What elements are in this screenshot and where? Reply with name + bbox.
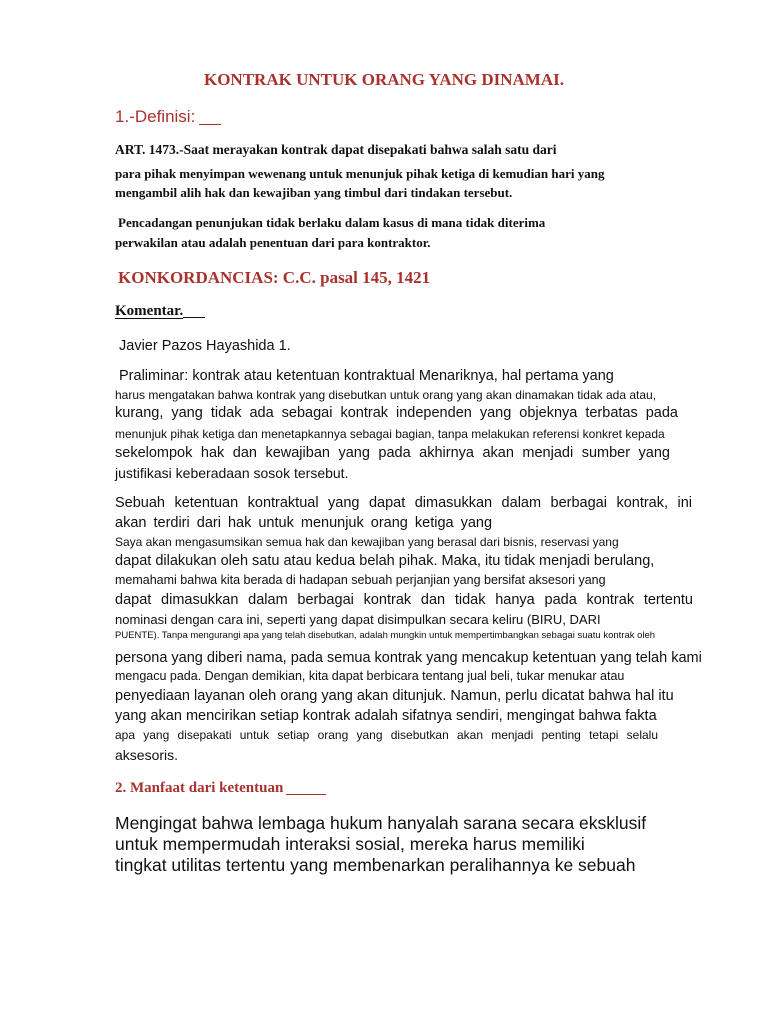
author-name bbox=[119, 338, 291, 354]
reservation-line-1 bbox=[118, 215, 545, 231]
article-line-1 bbox=[115, 142, 556, 158]
para3-line-2-text: untuk mempermudah interaksi sosial, mereka harus memiliki bbox=[115, 834, 585, 854]
reservation-line-1-text: Pencadangan penunjukan tidak berlaku dalam kasus di mana tidak diterima bbox=[118, 215, 546, 230]
para1-line-2-text: harus mengatakan bahwa kontrak yang disebutkan untuk orang yang akan dinamakan tidak ada atau, bbox=[115, 388, 657, 402]
para2-line-4 bbox=[115, 553, 654, 569]
commentary-heading-text: Komentar. bbox=[115, 303, 184, 319]
concordances-text: KONKORDANCIAS: C.C. pasal 145, 1421 bbox=[118, 268, 431, 287]
para1-line-5 bbox=[115, 445, 670, 465]
para1-line-6-text: justifikasi keberadaan sosok tersebut. bbox=[115, 465, 349, 481]
concordances-heading bbox=[118, 268, 430, 288]
section-2-heading-text: 2. Manfaat dari ketentuan bbox=[115, 780, 284, 796]
para2-line-7 bbox=[115, 612, 601, 627]
para2-line-8-text: PUENTE). Tanpa mengurangi apa yang telah disebutkan, adalah mungkin untuk mempertimbangkan sebagai suatu kontrak oleh bbox=[115, 630, 656, 641]
para2-line-5 bbox=[115, 573, 606, 587]
para2-line-10 bbox=[115, 669, 624, 683]
para3-line-3-text: tingkat utilitas tertentu yang membenarkan peralihannya ke sebuah bbox=[115, 855, 636, 875]
para1-line-1 bbox=[119, 368, 614, 384]
article-line-3-text: mengambil alih hak dan kewajiban yang timbul dari tindakan tersebut. bbox=[115, 185, 513, 200]
para2-line-7-text: nominasi dengan cara ini, seperti yang dapat disimpulkan secara keliru (BIRU, DARI bbox=[115, 612, 601, 627]
article-line-2 bbox=[115, 166, 604, 182]
para2-line-6-text: dapat dimasukkan dalam berbagai kontrak dan tidak hanya pada kontrak tertentu bbox=[115, 592, 693, 608]
para1-line-4-text: menunjuk pihak ketiga dan menetapkannya sebagai bagian, tanpa melakukan referensi konkret kepada bbox=[115, 427, 665, 441]
para2-line-1-text: Sebuah ketentuan kontraktual yang dapat dimasukkan dalam berbagai kontrak, ini bbox=[115, 495, 692, 511]
para1-line-5-text: sekelompok hak dan kewajiban yang pada akhirnya akan menjadi sumber yang bbox=[115, 445, 670, 461]
para2-line-2-text: akan terdiri dari hak untuk menunjuk orang ketiga yang bbox=[115, 515, 493, 531]
para1-line-1-text: Praliminar: kontrak atau ketentuan kontraktual Menariknya, hal pertama yang bbox=[119, 368, 614, 384]
para2-line-12 bbox=[115, 708, 657, 724]
para3-line-1 bbox=[115, 813, 646, 834]
para2-line-2 bbox=[115, 515, 492, 531]
para1-line-3-text: kurang, yang tidak ada sebagai kontrak independen yang objeknya terbatas pada bbox=[115, 405, 678, 421]
para2-line-6 bbox=[115, 592, 693, 612]
document-title-text: KONTRAK UNTUK ORANG YANG DINAMAI. bbox=[203, 70, 564, 89]
para2-line-1 bbox=[115, 495, 692, 515]
document-title bbox=[0, 70, 768, 90]
para2-line-3 bbox=[115, 535, 619, 549]
para2-line-14-text: aksesoris. bbox=[115, 747, 179, 763]
para2-line-12-text: yang akan mencirikan setiap kontrak adalah sifatnya sendiri, mengingat bahwa fakta bbox=[115, 708, 657, 724]
para3-line-3 bbox=[115, 855, 635, 876]
author-name-text: Javier Pazos Hayashida 1. bbox=[119, 338, 291, 354]
commentary-heading bbox=[115, 303, 205, 320]
para2-line-14 bbox=[115, 747, 178, 763]
para1-line-6 bbox=[115, 465, 348, 481]
para2-line-3-text: Saya akan mengasumsikan semua hak dan kewajiban yang berasal dari bisnis, reservasi yang bbox=[115, 535, 619, 549]
para2-line-9-text: persona yang diberi nama, pada semua kontrak yang mencakup ketentuan yang telah kami bbox=[115, 650, 702, 666]
para2-line-4-text: dapat dilakukan oleh satu atau kedua belah pihak. Maka, itu tidak menjadi berulang, bbox=[115, 553, 655, 569]
article-line-2-text: para pihak menyimpan wewenang untuk menunjuk pihak ketiga di kemudian hari yang bbox=[115, 166, 605, 181]
para3-line-2 bbox=[115, 834, 585, 855]
section-2-heading bbox=[115, 780, 326, 797]
para1-line-3 bbox=[115, 405, 678, 425]
para1-line-2 bbox=[115, 388, 656, 402]
para2-line-10-text: mengacu pada. Dengan demikian, kita dapat berbicara tentang jual beli, tukar menukar atau bbox=[115, 669, 625, 683]
para2-line-9 bbox=[115, 650, 702, 666]
para2-line-11-text: penyediaan layanan oleh orang yang akan ditunjuk. Namun, perlu dicatat bahwa hal itu bbox=[115, 688, 674, 704]
section-1-heading bbox=[115, 107, 221, 127]
para2-line-13-text: apa yang disepakati untuk setiap orang yang disebutkan akan menjadi penting tetapi selalu bbox=[115, 728, 658, 742]
para2-line-8 bbox=[115, 630, 655, 641]
article-line-1-text: ART. 1473.-Saat merayakan kontrak dapat disepakati bahwa salah satu dari bbox=[115, 142, 557, 157]
reservation-line-2 bbox=[115, 235, 431, 251]
para2-line-11 bbox=[115, 688, 674, 704]
para1-line-4 bbox=[115, 427, 665, 441]
para3-line-1-text: Mengingat bahwa lembaga hukum hanyalah sarana secara eksklusif bbox=[115, 813, 647, 833]
para2-line-13 bbox=[115, 728, 658, 745]
para2-line-5-text: memahami bahwa kita berada di hadapan sebuah perjanjian yang bersifat aksesori yang bbox=[115, 573, 606, 587]
reservation-line-2-text: perwakilan atau adalah penentuan dari para kontraktor. bbox=[115, 235, 431, 250]
article-line-3 bbox=[115, 185, 512, 201]
section-1-heading-text: 1.-Definisi: bbox=[115, 107, 196, 126]
